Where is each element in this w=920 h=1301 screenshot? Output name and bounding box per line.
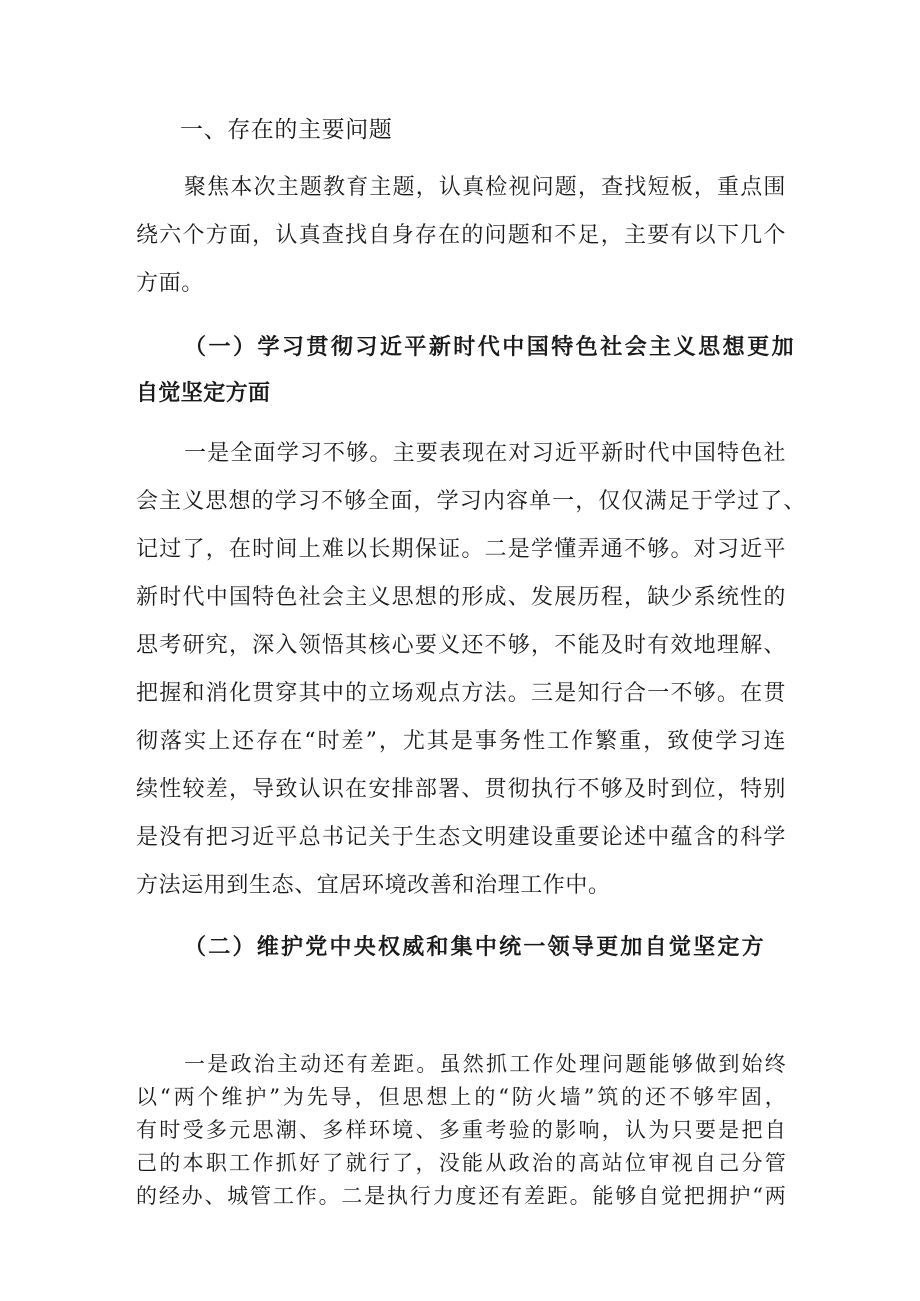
section1-body-line-1: 一是全面学习不够。主要表现在对习近平新时代中国特色社 [184,441,786,466]
section1-title-line-1: （一）学习贯彻习近平新时代中国特色社会主义思想更加 [184,335,794,360]
section1-title-line-2: 自觉坚定方面 [136,381,271,406]
intro-line-1: 聚焦本次主题教育主题，认真检视问题，查找短板，重点围 [184,175,786,200]
intro-line-3: 方面。 [136,271,204,296]
section1-body-line-5: 思考研究，深入领悟其核心要义还不够，不能及时有效地理解、 [136,633,786,658]
section1-body-line-6: 把握和消化贯穿其中的立场观点方法。三是知行合一不够。在贯 [136,681,786,706]
section2-body-line-3: 有时受多元思潮、多样环境、多重考验的影响，认为只要是把自 [136,1118,786,1142]
intro-line-2: 绕六个方面，认真查找自身存在的问题和不足，主要有以下几个 [136,223,786,248]
section2-body-line-1: 一是政治主动还有差距。虽然抓工作处理问题能够做到始终 [184,1052,786,1076]
section2-body-line-2: 以“两个维护”为先导，但思想上的“防火墙”筑的还不够牢固， [136,1085,786,1109]
section1-body-line-3: 记过了，在时间上难以长期保证。二是学懂弄通不够。对习近平 [136,537,786,562]
section1-body-line-7: 彻落实上还存在“时差”，尤其是事务性工作繁重，致使学习连 [136,729,786,754]
section2-body-line-5: 的经办、城管工作。二是执行力度还有差距。能够自觉把拥护“两 [136,1184,786,1208]
section1-body-line-2: 会主义思想的学习不够全面，学习内容单一，仅仅满足于学过了、 [136,489,806,514]
section2-title: （二）维护党中央权威和集中统一领导更加自觉坚定方 [184,935,764,960]
heading-main: 一、存在的主要问题 [180,117,393,143]
section1-body-line-4: 新时代中国特色社会主义思想的形成、发展历程，缺少系统性的 [136,585,786,610]
section1-body-line-9: 是没有把习近平总书记关于生态文明建设重要论述中蕴含的科学 [136,825,786,850]
section2-body-line-4: 己的本职工作抓好了就行了，没能从政治的高站位审视自己分管 [136,1151,786,1175]
section1-body-line-10: 方法运用到生态、宜居环境改善和治理工作中。 [136,873,611,898]
section1-body-line-8: 续性较差，导致认识在安排部署、贯彻执行不够及时到位，特别 [136,777,786,802]
